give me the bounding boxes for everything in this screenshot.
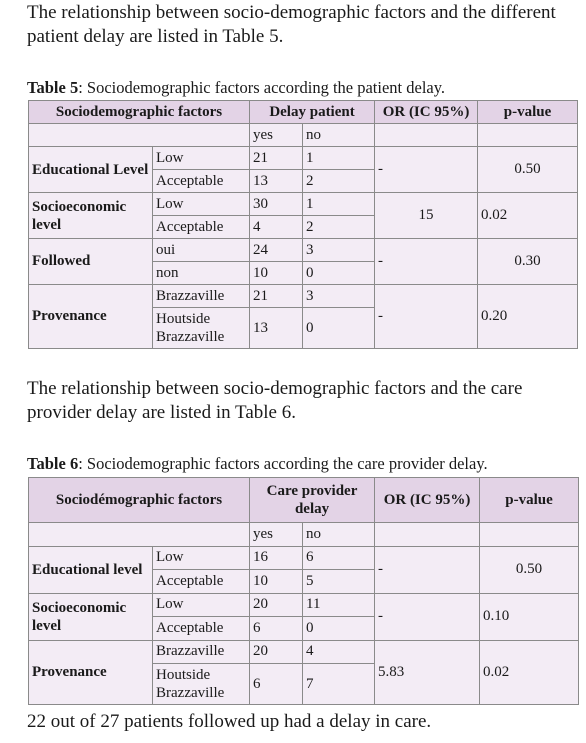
table5-header-factors: Sociodemographic factors <box>29 101 250 124</box>
no-count: 0 <box>303 308 375 349</box>
row-factor: Provenance <box>29 285 153 349</box>
table6-caption-text: : Sociodemographic factors according the care provider delay. <box>78 454 488 473</box>
table6-subheader-no: no <box>303 523 375 547</box>
odds-ratio: - <box>375 546 480 593</box>
yes-count: 20 <box>250 640 303 664</box>
closing-paragraph: 22 out of 27 patients followed up had a delay in care. <box>27 711 432 732</box>
no-count: 3 <box>303 285 375 308</box>
p-value: 0.50 <box>478 147 578 193</box>
row-label: Low <box>153 546 250 570</box>
table5-header-delay: Delay patient <box>250 101 375 124</box>
row-label: Brazzaville <box>153 640 250 664</box>
row-label: Low <box>153 193 250 216</box>
row-label: Acceptable <box>153 570 250 594</box>
table5-blank-cell <box>29 124 250 147</box>
odds-ratio: - <box>375 593 480 640</box>
yes-count: 24 <box>250 239 303 262</box>
table5-header-pvalue: p-value <box>478 101 578 124</box>
table6-header-delay: Care provider delay <box>250 478 375 523</box>
no-count: 6 <box>303 546 375 570</box>
table5-caption-text: : Sociodemographic factors according the patient delay. <box>78 78 446 97</box>
yes-count: 21 <box>250 285 303 308</box>
table5-header-or: OR (IC 95%) <box>375 101 478 124</box>
no-count: 2 <box>303 216 375 239</box>
p-value: 0.30 <box>478 239 578 285</box>
p-value: 0.20 <box>478 285 578 349</box>
table-5 <box>28 100 578 349</box>
odds-ratio: - <box>375 285 478 349</box>
row-factor: Educational Level <box>29 147 153 193</box>
p-value: 0.10 <box>480 593 579 640</box>
table5-blank-cell <box>375 124 478 147</box>
odds-ratio: - <box>375 147 478 193</box>
yes-count: 10 <box>250 262 303 285</box>
row-label: Houtside Brazzaville <box>153 308 250 349</box>
table6-subheader-yes: yes <box>250 523 303 547</box>
odds-ratio: 5.83 <box>375 640 480 705</box>
no-count: 0 <box>303 262 375 285</box>
yes-count: 13 <box>250 170 303 193</box>
table6-header-factors: Sociodémographic factors <box>29 478 250 523</box>
table6-header-pvalue: p-value <box>480 478 579 523</box>
table-row <box>29 285 578 308</box>
row-label: Acceptable <box>153 617 250 641</box>
yes-count: 16 <box>250 546 303 570</box>
row-label: Acceptable <box>153 216 250 239</box>
row-label: non <box>153 262 250 285</box>
yes-count: 30 <box>250 193 303 216</box>
no-count: 11 <box>303 593 375 617</box>
table6-blank-cell <box>29 523 250 547</box>
no-count: 1 <box>303 193 375 216</box>
row-label: Low <box>153 593 250 617</box>
odds-ratio: - <box>375 239 478 285</box>
yes-count: 21 <box>250 147 303 170</box>
table-row <box>29 193 578 216</box>
yes-count: 6 <box>250 664 303 705</box>
table6-header-or: OR (IC 95%) <box>375 478 480 523</box>
table-row <box>29 640 579 664</box>
no-count: 7 <box>303 664 375 705</box>
table6-caption <box>27 454 488 474</box>
no-count: 1 <box>303 147 375 170</box>
p-value: 0.02 <box>478 193 578 239</box>
table-row <box>29 239 578 262</box>
intro-paragraph-table5: The relationship between socio-demographic factors and the different patient delay are listed in Table 5. <box>27 2 556 47</box>
yes-count: 6 <box>250 617 303 641</box>
yes-count: 4 <box>250 216 303 239</box>
row-factor: Followed <box>29 239 153 285</box>
yes-count: 10 <box>250 570 303 594</box>
row-label: oui <box>153 239 250 262</box>
table-row <box>29 546 579 570</box>
intro-paragraph-table6: The relationship between socio-demographic factors and the care provider delay are listed in Table 6. <box>27 378 523 423</box>
table-6 <box>28 477 579 705</box>
no-count: 3 <box>303 239 375 262</box>
table6-blank-cell <box>375 523 480 547</box>
row-label: Houtside Brazzaville <box>153 664 250 705</box>
row-factor: Socioeconomic level <box>29 193 153 239</box>
no-count: 0 <box>303 617 375 641</box>
row-factor: Educational level <box>29 546 153 593</box>
table5-blank-cell <box>478 124 578 147</box>
row-label: Acceptable <box>153 170 250 193</box>
p-value: 0.02 <box>480 640 579 705</box>
table-row <box>29 593 579 617</box>
table5-caption <box>27 78 445 98</box>
table5-subheader-yes: yes <box>250 124 303 147</box>
no-count: 5 <box>303 570 375 594</box>
yes-count: 20 <box>250 593 303 617</box>
table-row <box>29 147 578 170</box>
table5-caption-label: Table 5 <box>27 78 79 97</box>
row-label: Brazzaville <box>153 285 250 308</box>
no-count: 2 <box>303 170 375 193</box>
row-factor: Provenance <box>29 640 153 705</box>
odds-ratio: 15 <box>375 193 478 239</box>
p-value: 0.50 <box>480 546 579 593</box>
table6-blank-cell <box>480 523 579 547</box>
row-label: Low <box>153 147 250 170</box>
table5-subheader-no: no <box>303 124 375 147</box>
table6-caption-label: Table 6 <box>27 454 79 473</box>
row-factor: Socioeconomic level <box>29 593 153 640</box>
no-count: 4 <box>303 640 375 664</box>
yes-count: 13 <box>250 308 303 349</box>
